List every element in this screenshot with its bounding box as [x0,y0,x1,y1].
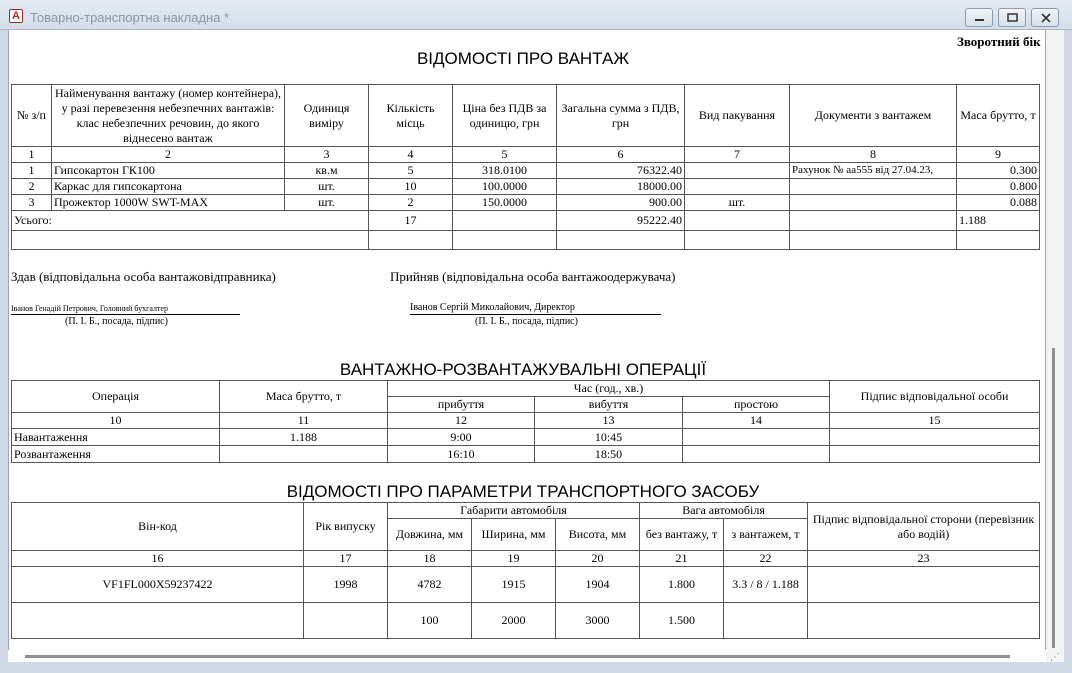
header-weight: Вага автомобіля [640,503,808,519]
vehicle-table [11,502,1040,639]
cell-departure: 18:50 [535,446,683,463]
restore-icon [999,9,1027,28]
cell-total-sum: 900.00 [557,195,685,211]
header-places: Кількість місць [369,85,453,147]
blank-cell [685,231,790,250]
window-titlebar [0,0,1072,30]
col-number: 11 [220,413,388,429]
cell-mass [220,446,388,463]
cell-unit: кв.м [285,163,369,179]
total-mass: 1.188 [957,211,1040,231]
cell-price: 100.0000 [453,179,557,195]
cell-year [304,603,388,639]
cell-mass: 0.800 [957,179,1040,195]
col-number: 14 [683,413,830,429]
table-row [12,567,1040,603]
minimize-icon [966,9,994,28]
total-empty [685,211,790,231]
col-number: 19 [472,551,556,567]
cell-mass: 0.300 [957,163,1040,179]
resize-grip-icon[interactable]: ⋰ [1050,652,1060,663]
cell-number: 1 [12,163,52,179]
col-number: 9 [957,147,1040,163]
cell-documents: Рахунок № аа555 від 27.04.23, [790,163,957,179]
col-number: 21 [640,551,724,567]
col-number: 18 [388,551,472,567]
col-number: 10 [12,413,220,429]
cell-operation: Навантаження [12,429,220,446]
col-number: 7 [685,147,790,163]
receiver-name: Іванов Сергій Миколайович, Директор [410,302,661,315]
header-empty-weight: без вантажу, т [640,519,724,551]
table-row [12,429,1040,446]
cell-vin [12,603,304,639]
cell-documents [790,195,957,211]
cell-mass: 1.188 [220,429,388,446]
cell-price: 318.0100 [453,163,557,179]
header-year: Рік випуску [304,503,388,551]
cell-empty-weight: 1.500 [640,603,724,639]
header-loaded-weight: з вантажем, т [724,519,808,551]
header-time: Час (год., хв.) [388,381,830,397]
maximize-button[interactable] [998,8,1026,27]
header-signature: Підпис відповідальної особи [830,381,1040,413]
operations-header-row [12,381,1040,397]
cargo-header-row [12,85,1040,147]
header-mass: Маса брутто, т [220,381,388,413]
header-packaging: Вид пакування [685,85,790,147]
col-number: 12 [388,413,535,429]
cell-departure: 10:45 [535,429,683,446]
document-page [8,30,1046,662]
header-arrival: прибуття [388,397,535,413]
cargo-table [11,84,1040,250]
cell-width: 2000 [472,603,556,639]
header-width: Ширина, мм [472,519,556,551]
cell-total-sum: 18000.00 [557,179,685,195]
close-button[interactable] [1031,8,1059,27]
vehicle-column-numbers [12,551,1040,567]
cell-packaging [685,163,790,179]
cell-width: 1915 [472,567,556,603]
total-empty [790,211,957,231]
table-row [12,179,1040,195]
cell-empty-weight: 1.800 [640,567,724,603]
cargo-blank-row [12,231,1040,250]
col-number: 15 [830,413,1040,429]
cell-arrival: 16:10 [388,446,535,463]
cell-signature [808,567,1040,603]
cargo-total-row [12,211,1040,231]
cell-unit: шт. [285,195,369,211]
cell-idle [683,429,830,446]
col-number: 5 [453,147,557,163]
header-total-sum: Загальна сумма з ПДВ, грн [557,85,685,147]
window-title: Товарно-транспортна накладна * [30,10,230,25]
cell-operation: Розвантаження [12,446,220,463]
header-operation: Операція [12,381,220,413]
cell-signature [830,429,1040,446]
cell-height: 1904 [556,567,640,603]
vertical-scrollbar[interactable] [1046,30,1064,662]
horizontal-scroll-thumb[interactable] [25,655,1010,658]
vertical-scroll-thumb[interactable] [1052,348,1055,648]
blank-cell [557,231,685,250]
operations-table [11,380,1040,463]
side-label: Зворотний бік [957,34,1041,49]
cell-loaded-weight [724,603,808,639]
table-row [12,195,1040,211]
cell-signature [808,603,1040,639]
total-label: Усього: [12,211,369,231]
header-price: Ціна без ПДВ за одиницю, грн [453,85,557,147]
col-number: 16 [12,551,304,567]
minimize-button[interactable] [965,8,993,27]
total-places: 17 [369,211,453,231]
col-number: 20 [556,551,640,567]
cell-arrival: 9:00 [388,429,535,446]
blank-cell [790,231,957,250]
col-number: 4 [369,147,453,163]
cell-vin: VF1FL000X59237422 [12,567,304,603]
vehicle-header-row [12,503,1040,519]
header-dimensions: Габарити автомобіля [388,503,640,519]
header-idle: простою [683,397,830,413]
cell-packaging [685,179,790,195]
header-departure: вибуття [535,397,683,413]
close-icon [1032,9,1060,28]
cell-year: 1998 [304,567,388,603]
header-height: Висота, мм [556,519,640,551]
col-number: 22 [724,551,808,567]
cell-length: 100 [388,603,472,639]
col-number: 3 [285,147,369,163]
blank-cell [12,231,369,250]
cell-places: 5 [369,163,453,179]
total-sum: 95222.40 [557,211,685,231]
blank-cell [453,231,557,250]
sender-label: Здав (відповідальна особа вантажовідправника) [11,269,276,284]
table-row [12,446,1040,463]
header-signature: Підпис відповідальної сторони (перевізник або водій) [808,503,1040,551]
cell-total-sum: 76322.40 [557,163,685,179]
cell-places: 2 [369,195,453,211]
blank-cell [369,231,453,250]
cell-unit: шт. [285,179,369,195]
header-mass: Маса брутто, т [957,85,1040,147]
blank-cell [957,231,1040,250]
vehicle-title: ВІДОМОСТІ ПРО ПАРАМЕТРИ ТРАНСПОРТНОГО ЗАСОБУ [286,482,760,501]
cargo-column-numbers [12,147,1040,163]
cell-price: 150.0000 [453,195,557,211]
app-icon: A [9,9,23,23]
receiver-label: Прийняв (відповідальна особа вантажоодержувача) [390,269,676,284]
cell-cargo-name: Гипсокартон ГК100 [52,163,285,179]
cell-idle [683,446,830,463]
col-number: 6 [557,147,685,163]
header-documents: Документи з вантажем [790,85,957,147]
col-number: 13 [535,413,683,429]
cell-places: 10 [369,179,453,195]
cell-cargo-name: Каркас для гипсокартона [52,179,285,195]
cell-number: 3 [12,195,52,211]
total-empty [453,211,557,231]
col-number: 23 [808,551,1040,567]
table-row [12,603,1040,639]
cell-documents [790,179,957,195]
table-row [12,163,1040,179]
header-unit: Одиниця виміру [285,85,369,147]
operations-title: ВАНТАЖНО-РОЗВАНТАЖУВАЛЬНІ ОПЕРАЦІЇ [339,360,707,379]
receiver-caption: (П. І. Б., посада, підпис) [475,316,578,327]
col-number: 17 [304,551,388,567]
operations-column-numbers [12,413,1040,429]
cell-packaging: шт. [685,195,790,211]
col-number: 1 [12,147,52,163]
header-cargo-name: Найменування вантажу (номер контейнера), у разі перевезення небезпечних вантажів: клас небезпечних речовин, до якого віднесено вантаж [52,85,285,147]
cell-cargo-name: Прожектор 1000W SWT-MAX [52,195,285,211]
cargo-title: ВІДОМОСТІ ПРО ВАНТАЖ [416,49,630,68]
cell-mass: 0.088 [957,195,1040,211]
sender-name: Іванов Генадій Петрович, Головний бухгалтер [11,304,240,315]
header-length: Довжина, мм [388,519,472,551]
cell-length: 4782 [388,567,472,603]
header-vin: Він-код [12,503,304,551]
cell-loaded-weight: 3.3 / 8 / 1.188 [724,567,808,603]
col-number: 8 [790,147,957,163]
cell-height: 3000 [556,603,640,639]
cell-signature [830,446,1040,463]
sender-caption: (П. І. Б., посада, підпис) [65,316,168,327]
header-number: № з/п [12,85,52,147]
col-number: 2 [52,147,285,163]
cell-number: 2 [12,179,52,195]
